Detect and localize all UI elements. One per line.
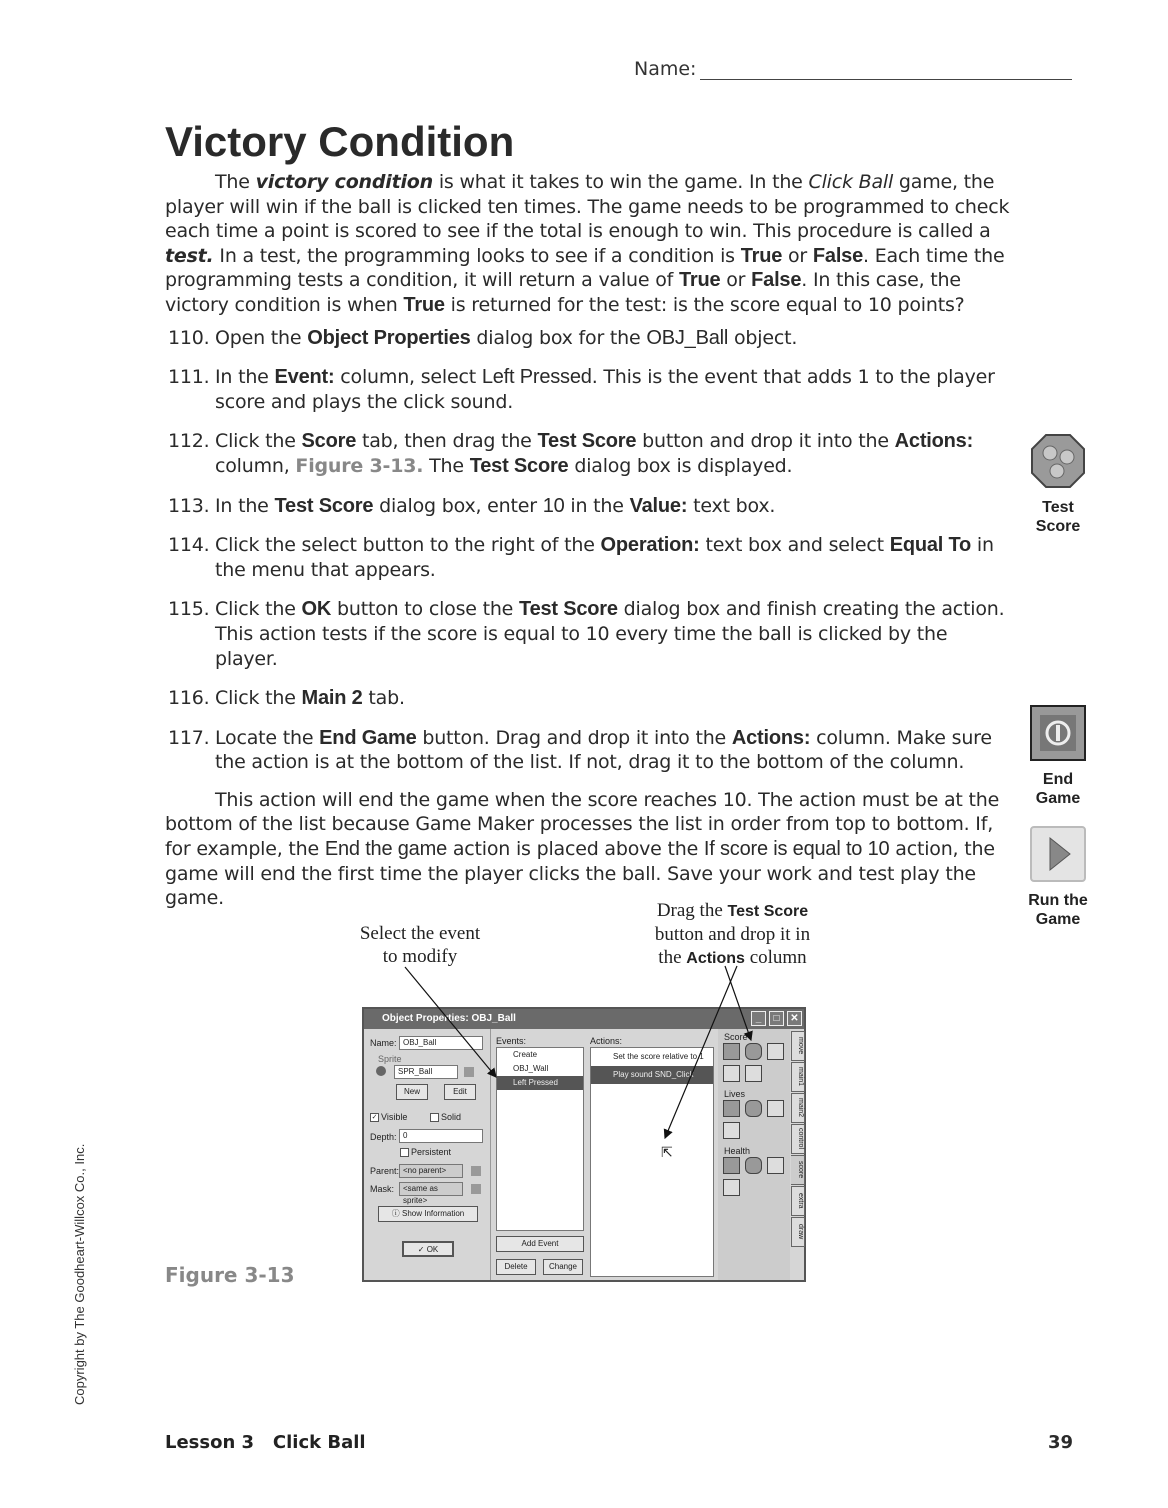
text-run: Click the bbox=[215, 430, 302, 453]
persistent-label: Persistent bbox=[411, 1147, 452, 1157]
tab-draw[interactable]: draw bbox=[791, 1217, 805, 1247]
text-run: Open the bbox=[215, 326, 308, 349]
text-run: text box and select bbox=[699, 534, 890, 557]
text-run: is what it takes to win the game. In the bbox=[432, 171, 809, 193]
text-run: game, the player will win if the ball is clicked ten times. The game needs to be programmed to check each time a point is scored to see if the total is enough to win. This procedure is called a bbox=[165, 171, 1010, 243]
emphasis-text: victory condition bbox=[255, 171, 433, 193]
depth-label: Depth: bbox=[370, 1132, 397, 1142]
text-run: action, the game will end the first time the player clicks the ball. Save your work and test play the game. bbox=[165, 838, 995, 910]
callout-text: button and drop it in bbox=[654, 924, 811, 945]
text-run: dialog box, enter bbox=[373, 494, 543, 517]
emphasis-text: Score bbox=[301, 430, 357, 453]
side-label: End bbox=[1042, 771, 1074, 788]
sprite-select[interactable]: SPR_Ball bbox=[394, 1065, 458, 1079]
side-label: Score bbox=[1035, 518, 1081, 535]
text-run: In a test, the programming looks to see if a condition is bbox=[213, 244, 741, 267]
lesson-title: Click Ball bbox=[272, 1432, 366, 1453]
arrow-to-event bbox=[405, 967, 496, 1077]
minimize-button[interactable]: _ bbox=[751, 1011, 766, 1026]
text-run: tab. bbox=[362, 687, 405, 710]
mask-label: Mask: bbox=[370, 1184, 395, 1194]
emphasis-text: OK bbox=[301, 598, 332, 621]
sprite-group-label: Sprite bbox=[378, 1054, 402, 1064]
step-number: 110. bbox=[168, 326, 210, 349]
emphasis-text: Click Ball bbox=[808, 171, 894, 193]
emphasis-text: If score is equal to 10 bbox=[703, 838, 890, 861]
group-label-lives: Lives bbox=[724, 1089, 746, 1099]
arrow-to-actions bbox=[665, 966, 737, 1138]
delete-event-button[interactable]: Delete bbox=[496, 1259, 536, 1275]
text-run: In the bbox=[215, 366, 275, 389]
ok-label: OK bbox=[426, 1245, 439, 1254]
emphasis-text: Test Score bbox=[519, 598, 618, 621]
show-information-label: Show Information bbox=[401, 1209, 465, 1218]
text-run: action is placed above the bbox=[447, 838, 704, 861]
step-number: 116. bbox=[168, 687, 210, 710]
checkbox-checked-icon: ✓ bbox=[371, 1114, 378, 1122]
text-run: or bbox=[782, 244, 813, 267]
text-run: column. Make sure the action is at the bottom of the list. If not, drag it to the bottom of the column. bbox=[215, 726, 992, 774]
side-label: Game bbox=[1035, 790, 1081, 807]
emphasis-text: Test Score bbox=[274, 494, 374, 517]
tab-move[interactable]: move bbox=[791, 1031, 805, 1061]
emphasis-text: OBJ_Ball bbox=[646, 326, 729, 349]
tab-main2[interactable]: main2 bbox=[791, 1093, 805, 1123]
emphasis-text: False bbox=[751, 269, 802, 292]
text-run: dialog box is displayed. bbox=[568, 454, 793, 477]
page-number: 39 bbox=[1048, 1432, 1074, 1453]
tab-control[interactable]: control bbox=[791, 1124, 805, 1154]
text-run: is returned for the test: is the score equal to 10 points? bbox=[444, 293, 965, 316]
event-item-collision-wall[interactable]: OBJ_Wall bbox=[513, 1064, 549, 1073]
edit-sprite-button[interactable]: Edit bbox=[444, 1084, 476, 1100]
text-run: column, select bbox=[334, 366, 482, 389]
text-run: button and drop it into the bbox=[636, 430, 895, 453]
lesson-number: Lesson 3 bbox=[165, 1432, 255, 1453]
text-run: Click the bbox=[215, 598, 302, 621]
text-run: The bbox=[423, 454, 470, 477]
text-run: Locate the bbox=[215, 726, 320, 749]
callout-text: Drag the bbox=[656, 900, 728, 921]
emphasis-text: Operation: bbox=[600, 534, 700, 557]
emphasis-text: Event: bbox=[274, 366, 335, 389]
arrow-to-test-score bbox=[725, 966, 751, 1040]
callout-text: Select the event bbox=[359, 923, 481, 944]
text-run: column, bbox=[215, 454, 296, 477]
emphasis-text: Value: bbox=[629, 494, 688, 517]
text-run: Click the select button to the right of the bbox=[215, 534, 601, 557]
emphasis-text: Main 2 bbox=[301, 687, 363, 710]
info-icon: ⓘ bbox=[391, 1209, 402, 1218]
solid-label: Solid bbox=[441, 1112, 462, 1122]
emphasis-text: True bbox=[403, 293, 445, 316]
event-item-create[interactable]: Create bbox=[513, 1050, 538, 1059]
tab-extra[interactable]: extra bbox=[791, 1186, 805, 1216]
footer-lesson bbox=[165, 1432, 366, 1453]
text-run: in the menu that appears. bbox=[215, 534, 994, 581]
emphasis-text: End the game bbox=[324, 838, 447, 861]
close-button[interactable]: ✕ bbox=[787, 1011, 802, 1026]
new-sprite-button[interactable]: New bbox=[396, 1084, 428, 1100]
emphasis-text: Figure 3-13. bbox=[295, 454, 424, 477]
text-run: object. bbox=[728, 326, 798, 349]
tab-main1[interactable]: main1 bbox=[791, 1062, 805, 1092]
step-number: 111. bbox=[168, 366, 210, 389]
drag-cursor-icon: ⇱ bbox=[661, 1144, 673, 1160]
emphasis-text: 10 bbox=[542, 494, 565, 517]
figure-caption: Figure 3-13 bbox=[165, 1263, 295, 1287]
emphasis-text: Test Score bbox=[537, 430, 637, 453]
name-label: Name: bbox=[634, 58, 697, 80]
emphasis-text: Object Properties bbox=[307, 326, 471, 349]
text-run: The bbox=[215, 171, 256, 193]
mask-select[interactable]: <same as sprite> bbox=[399, 1182, 463, 1196]
callout-text: to modify bbox=[382, 946, 458, 967]
parent-select[interactable]: <no parent> bbox=[399, 1164, 463, 1178]
events-label: Events: bbox=[496, 1036, 527, 1046]
dialog-title: Object Properties: OBJ_Ball bbox=[382, 1013, 516, 1024]
text-run: . Each time the programming tests a condition, it will return a value of bbox=[165, 244, 1005, 292]
emphasis-text: True bbox=[740, 244, 783, 267]
emphasis-text: Test Score bbox=[469, 454, 569, 477]
callout-text: column bbox=[744, 947, 807, 968]
step-number: 117. bbox=[168, 726, 210, 749]
text-run: In the bbox=[215, 494, 275, 517]
text-run: dialog box for the bbox=[470, 326, 647, 349]
text-run: in the bbox=[564, 494, 630, 517]
text-run: or bbox=[720, 269, 752, 292]
copyright-notice: Copyright by The Goodheart-Willcox Co., Inc. bbox=[72, 1143, 87, 1405]
emphasis-text: True bbox=[678, 269, 721, 292]
text-run: dialog box and finish creating the action. This action tests if the score is equal to 10 every time the ball is clicked by the player. bbox=[215, 598, 1005, 670]
depth-input[interactable]: 0 bbox=[399, 1129, 483, 1143]
change-event-button[interactable]: Change bbox=[543, 1259, 583, 1275]
step-number: 112. bbox=[168, 430, 210, 453]
emphasis-text: Equal To bbox=[889, 534, 972, 557]
text-run: tab, then drag the bbox=[356, 430, 538, 453]
emphasis-text: Left Pressed bbox=[481, 366, 592, 389]
text-run: text box. bbox=[687, 494, 776, 517]
name-input[interactable]: OBJ_Ball bbox=[399, 1036, 483, 1050]
event-item-left-pressed[interactable]: Left Pressed bbox=[497, 1076, 583, 1090]
checkmark-icon: ✓ bbox=[417, 1245, 427, 1254]
text-run: button to close the bbox=[331, 598, 520, 621]
text-run: button. Drag and drop it into the bbox=[416, 726, 732, 749]
step-number: 114. bbox=[168, 534, 210, 557]
visible-label: Visible bbox=[381, 1112, 408, 1122]
page-title: Victory Condition bbox=[165, 118, 515, 165]
action-item-play-sound[interactable]: Play sound SND_Click bbox=[591, 1066, 713, 1084]
tab-score[interactable]: score bbox=[791, 1155, 805, 1185]
side-label: Run the bbox=[1028, 892, 1088, 909]
text-run: Click the bbox=[215, 687, 302, 710]
step-number: 113. bbox=[168, 494, 210, 517]
emphasis-text: test. bbox=[165, 244, 214, 267]
add-event-button[interactable]: Add Event bbox=[496, 1236, 584, 1252]
parent-label: Parent: bbox=[370, 1166, 400, 1176]
actions-label: Actions: bbox=[590, 1036, 623, 1046]
callout-text: Actions bbox=[686, 950, 745, 967]
maximize-button[interactable]: □ bbox=[769, 1011, 784, 1026]
group-label-score: Score bbox=[724, 1032, 748, 1042]
step-number: 115. bbox=[168, 598, 210, 621]
text-run: This action will end the game when the score reaches 10. The action must be at the bottom of the list because Game Maker processes the list in order from top to bottom. If, for example, the bbox=[165, 788, 1000, 861]
group-label-health: Health bbox=[724, 1146, 751, 1156]
text-run: . In this case, the victory condition is when bbox=[165, 269, 961, 316]
emphasis-text: End Game bbox=[319, 726, 417, 749]
text-run: . This is the event that adds 1 to the player score and plays the click sound. bbox=[215, 366, 995, 413]
side-label: Game bbox=[1035, 911, 1081, 928]
side-label: Test bbox=[1042, 499, 1074, 516]
emphasis-text: Actions: bbox=[731, 726, 811, 749]
callout-text: Test Score bbox=[727, 903, 809, 920]
callout-text: the bbox=[658, 947, 687, 968]
emphasis-text: Actions: bbox=[894, 430, 974, 453]
action-item-set-score[interactable]: Set the score relative to 1 bbox=[613, 1052, 704, 1061]
name-label: Name: bbox=[370, 1038, 397, 1048]
emphasis-text: False bbox=[812, 244, 864, 267]
